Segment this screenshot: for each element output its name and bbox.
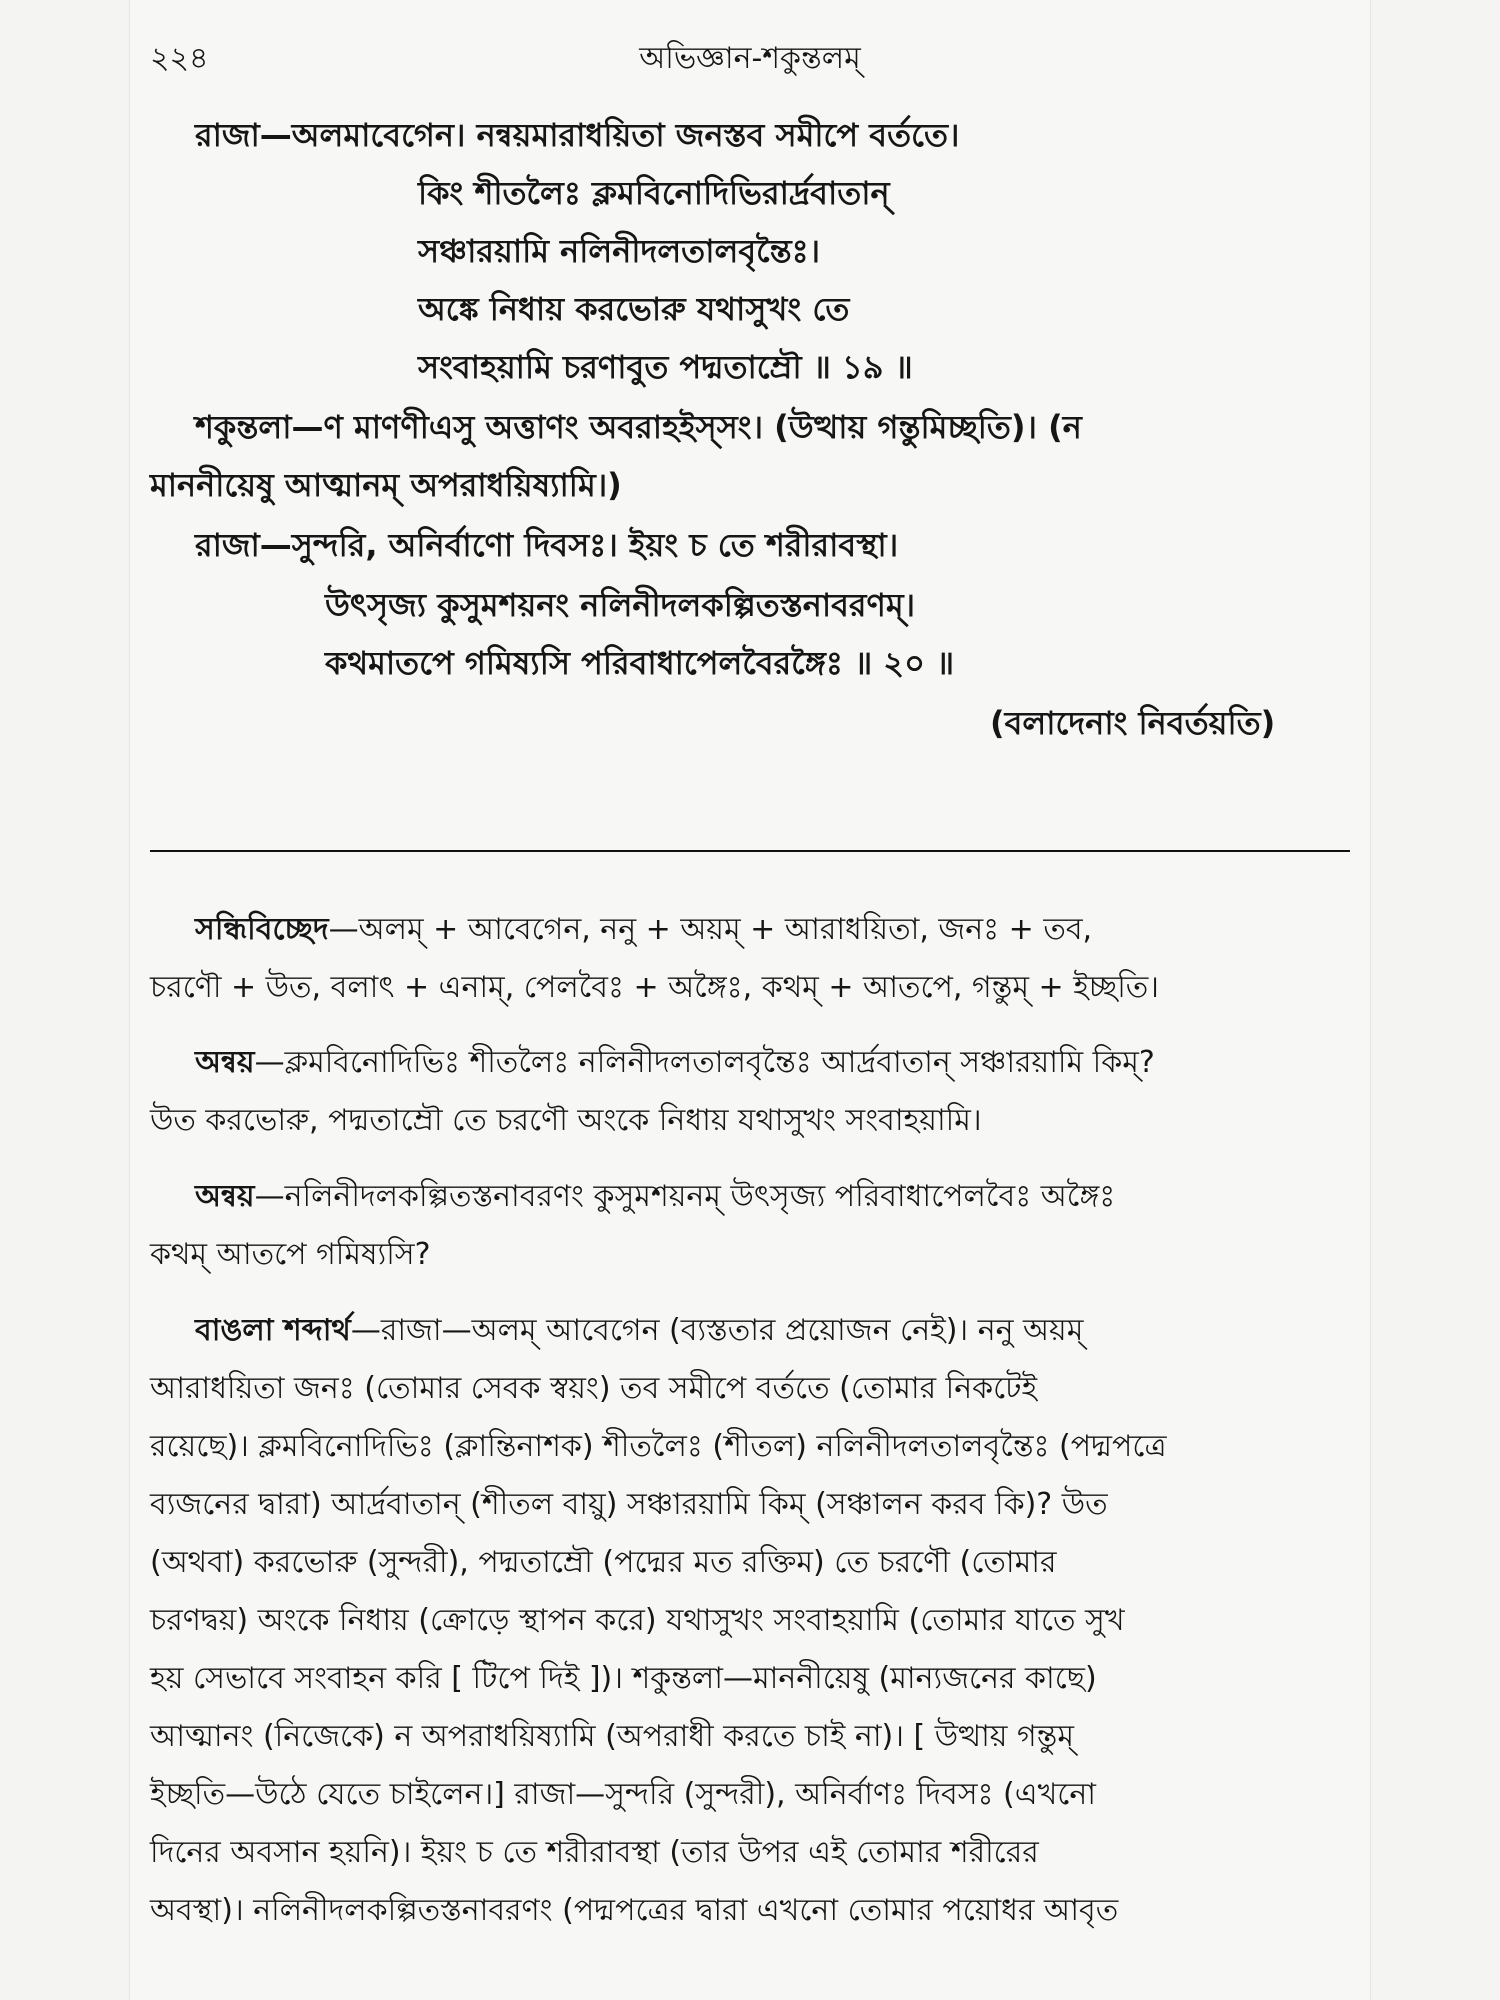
verse-20-line-2: কথমাতপে গমিষ্যসি পরিবাধাপেলবৈরঙ্গৈঃ ॥ ২০ ॥	[325, 644, 955, 682]
meaning-line-11: অবস্থা)। নলিনীদলকল্পিতস্তনাবরণং (পদ্মপত্রের দ্বারা এখনো তোমার পয়োধর আবৃত	[150, 1893, 1119, 1928]
anvaya1-text-1: —ক্লমবিনোদিভিঃ শীতলৈঃ নলিনীদলতালবৃন্তৈঃ আর্দ্রবাতান্ সঞ্চারয়ামি কিম্?	[254, 1045, 1155, 1080]
anvaya1-line-1	[195, 1038, 1155, 1089]
section-divider	[150, 850, 1350, 852]
anvaya2-label: অন্বয়	[195, 1179, 255, 1214]
verse-19-line-4: সংবাহয়ামি চরণাবুত পদ্মতাম্রৌ ॥ ১৯ ॥	[418, 348, 913, 386]
anvaya1-line-2: উত করভোরু, পদ্মতাম্রৌ তে চরণৌ অংকে নিধায় যথাসুখং সংবাহয়ামি।	[150, 1103, 982, 1138]
meaning-line-3: রয়েছে)। ক্লমবিনোদিভিঃ (ক্লান্তিনাশক) শীতলৈঃ (শীতল) নলিনীদলতালবৃন্তৈঃ (পদ্মপত্রে	[150, 1429, 1167, 1464]
meaning-line-1	[195, 1306, 1083, 1357]
raja-speech-2: রাজা—সুন্দরি, অনির্বাণো দিবসঃ। ইয়ং চ তে শরীরাবস্থা।	[195, 526, 899, 564]
verse-20-line-1: উৎসৃজ্য কুসুমশয়নং নলিনীদলকল্পিতস্তনাবরণম্।	[325, 586, 916, 624]
verse-19-line-2: সঞ্চারয়ামি নলিনীদলতালবৃন্তৈঃ।	[418, 232, 821, 270]
meaning-line-7: হয় সেভাবে সংবাহন করি [ টিপে দিই ])। শকুন্তলা—মাননীয়েষু (মান্যজনের কাছে)	[150, 1661, 1097, 1696]
sandhi-label: সন্ধিবিচ্ছেদ	[195, 912, 329, 947]
page-header	[150, 34, 1350, 74]
anvaya2-text-1: —নলিনীদলকল্পিতস্তনাবরণং কুসুমশয়নম্ উৎসৃজ্য পরিবাধাপেলবৈঃ অঙ্গৈঃ	[254, 1179, 1116, 1214]
meaning-line-6: চরণদ্বয়) অংকে নিধায় (ক্রোড়ে স্থাপন করে) যথাসুখং সংবাহয়ামি (তোমার যাতে সুখ	[150, 1603, 1125, 1638]
running-title: অভিজ্ঞান-শকুন্তলম্	[639, 41, 861, 76]
raja-speech-1: রাজা—অলমাবেগেন। নন্বয়মারাধয়িতা জনস্তব সমীপে বর্ততে।	[195, 116, 960, 154]
sandhi-line-2: চরণৌ + উত, বলাৎ + এনাম্, পেলবৈঃ + অঙ্গৈঃ, কথম্ + আতপে, গন্তুম্ + ইচ্ছতি।	[150, 970, 1160, 1005]
meaning-line-8: আত্মানং (নিজেকে) ন অপরাধয়িষ্যামি (অপরাধী করতে চাই না)। [ উত্থায় গন্তুম্	[150, 1719, 1074, 1754]
sandhi-text-1: —অলম্ + আবেগেন, ননু + অয়ম্ + আরাধয়িতা, জনঃ + তব,	[328, 912, 1093, 947]
meaning-label: বাঙলা শব্দার্থ	[195, 1313, 351, 1348]
page-number: ২২৪	[150, 41, 209, 76]
shakuntala-speech-line-1: শকুন্তলা—ণ মাণণীএসু অত্তাণং অবরাহইস্সং। (উত্থায় গন্তুমিচ্ছতি)। (ন	[195, 408, 1082, 446]
anvaya2-line-2: কথম্ আতপে গমিষ্যসি?	[150, 1237, 431, 1272]
stage-direction: (বলাদেনাং নিবর্তয়তি)	[990, 704, 1276, 742]
shakuntala-speech-line-2: মাননীয়েষু আত্মানম্ অপরাধয়িষ্যামি।)	[150, 466, 622, 504]
verse-19-line-3: অঙ্কে নিধায় করভোরু যথাসুখং তে	[418, 290, 850, 328]
meaning-text-1: —রাজা—অলম্ আবেগেন (ব্যস্ততার প্রয়োজন নেই)। ননু অয়ম্	[350, 1313, 1084, 1348]
sandhi-line-1	[195, 905, 1092, 956]
meaning-line-9: ইচ্ছতি—উঠে যেতে চাইলেন।] রাজা—সুন্দরি (সুন্দরী), অনির্বাণঃ দিবসঃ (এখনো	[150, 1777, 1096, 1812]
anvaya2-line-1	[195, 1172, 1115, 1223]
anvaya1-label: অন্বয়	[195, 1045, 255, 1080]
verse-19-line-1: কিং শীতলৈঃ ক্লমবিনোদিভিরার্দ্রবাতান্	[418, 174, 890, 212]
meaning-line-5: (অথবা) করভোরু (সুন্দরী), পদ্মতাম্রৌ (পদ্মের মত রক্তিম) তে চরণৌ (তোমার	[150, 1545, 1057, 1580]
meaning-line-10: দিনের অবসান হয়নি)। ইয়ং চ তে শরীরাবস্থা (তার উপর এই তোমার শরীরের	[150, 1835, 1039, 1870]
meaning-line-2: আরাধয়িতা জনঃ (তোমার সেবক স্বয়ং) তব সমীপে বর্ততে (তোমার নিকটেই	[150, 1371, 1038, 1406]
meaning-line-4: ব্যজনের দ্বারা) আর্দ্রবাতান্ (শীতল বায়ু) সঞ্চারয়ামি কিম্ (সঞ্চালন করব কি)? উত	[150, 1487, 1108, 1522]
